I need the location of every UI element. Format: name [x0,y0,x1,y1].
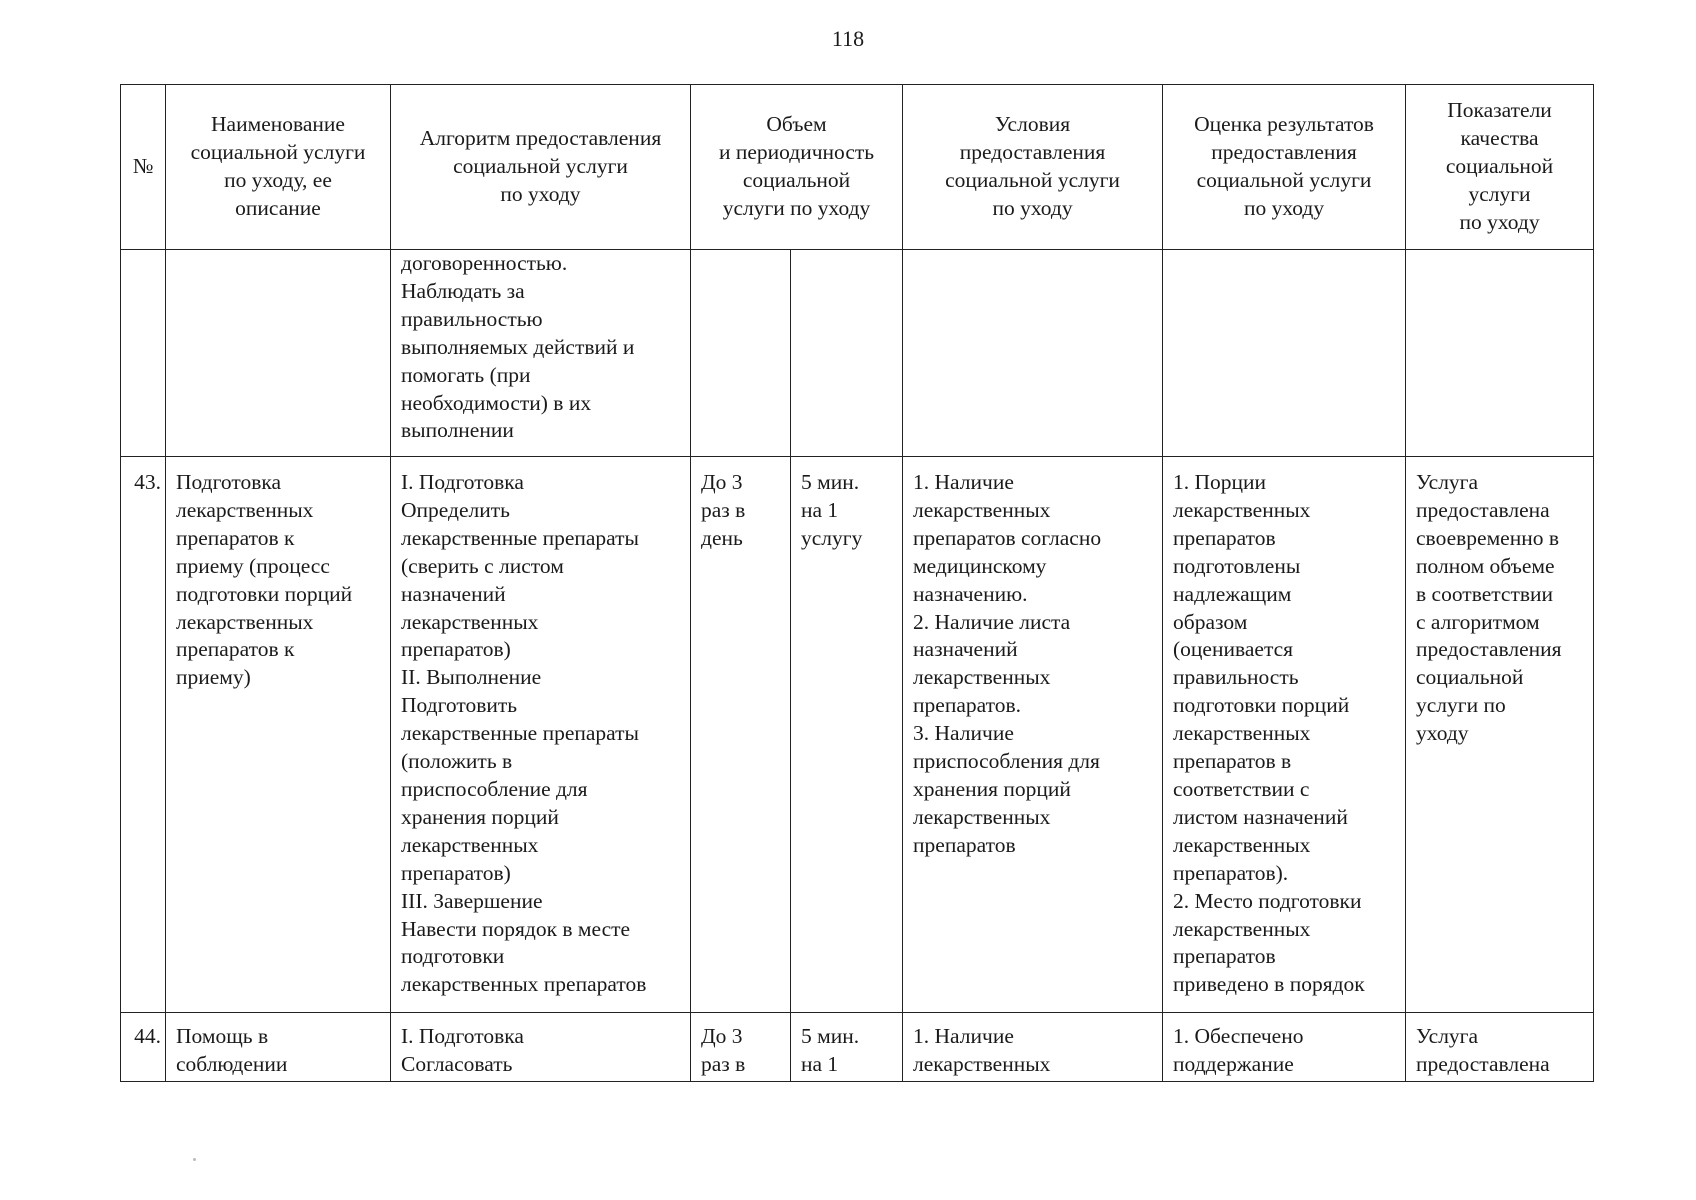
cell-conditions [903,250,1163,457]
cell-periodicity: 5 мин. на 1 [791,1013,903,1082]
scan-artifact-dot [193,1158,196,1161]
cell-evaluation: 1. Порции лекарственных препаратов подготовлены надлежащим образом (оценивается правильность подготовки порций лекарственных препаратов в соответствии с листом назначений лекарственных препаратов). 2. Место подготовки лекарственных препаратов приведено в порядок [1163,457,1406,1013]
cell-quality [1406,250,1594,457]
cell-service-name: Помощь в соблюдении [166,1013,391,1082]
cell-service-name: Подготовка лекарственных препаратов к приему (процесс подготовки порций лекарственных препаратов к приему) [166,457,391,1013]
page-number: 118 [831,26,865,51]
header-volume-periodicity: Объем и периодичность социальной услуги по уходу [691,85,903,250]
cell-quality: Услуга предоставлена своевременно в полном объеме в соответствии с алгоритмом предоставления социальной услуги по уходу [1406,457,1594,1013]
cell-number: 43. [121,457,166,1013]
header-service-name: Наименование социальной услуги по уходу, ее описание [166,85,391,250]
cell-number: 44. [121,1013,166,1082]
cell-volume: До 3 раз в день [691,457,791,1013]
header-conditions: Условия предоставления социальной услуги по уходу [903,85,1163,250]
cell-conditions: 1. Наличие лекарственных [903,1013,1163,1082]
cell-algorithm: I. Подготовка Определить лекарственные препараты (сверить с листом назначений лекарственных препаратов) II. Выполнение Подготовить лекарственные препараты (положить в приспособление для хранения порций лекарственных препаратов) III. Завершение Навести порядок в месте подготовки лекарственных препаратов [391,457,691,1013]
cell-volume [691,250,791,457]
cell-volume: До 3 раз в [691,1013,791,1082]
header-number: № [121,85,166,250]
cell-conditions: 1. Наличие лекарственных препаратов согласно медицинскому назначению. 2. Наличие листа назначений лекарственных препаратов. 3. Наличие приспособления для хранения порций лекарственных препаратов [903,457,1163,1013]
table-header-row [121,85,1594,250]
cell-evaluation [1163,250,1406,457]
cell-algorithm: договоренностью. Наблюдать за правильностью выполняемых действий и помогать (при необходимости) в их выполнении [391,250,691,457]
header-evaluation: Оценка результатов предоставления социальной услуги по уходу [1163,85,1406,250]
cell-algorithm: I. Подготовка Согласовать [391,1013,691,1082]
table-row-43 [121,457,1594,1013]
header-algorithm: Алгоритм предоставления социальной услуги по уходу [391,85,691,250]
cell-evaluation: 1. Обеспечено поддержание [1163,1013,1406,1082]
cell-periodicity [791,250,903,457]
social-services-table [120,84,1594,1082]
header-quality: Показатели качества социальной услуги по уходу [1406,85,1594,250]
cell-number [121,250,166,457]
cell-service-name [166,250,391,457]
cell-quality: Услуга предоставлена [1406,1013,1594,1082]
table-row-44 [121,1013,1594,1082]
table-row-continuation [121,250,1594,457]
cell-periodicity: 5 мин. на 1 услугу [791,457,903,1013]
